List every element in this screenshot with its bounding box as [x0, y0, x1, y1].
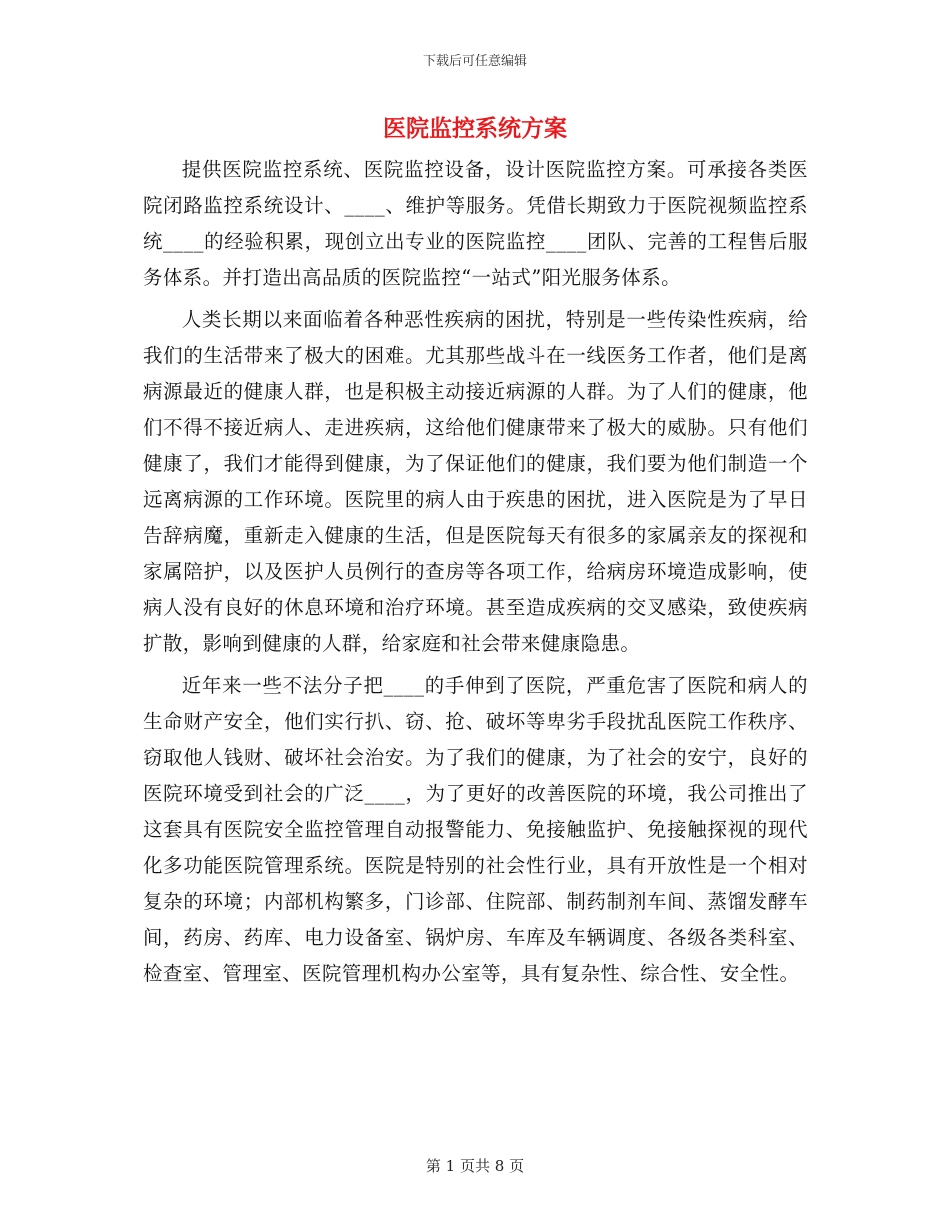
paragraph-security: 近年来一些不法分子把____的手伸到了医院，严重危害了医院和病人的生命财产安全，他们实行扒、窃、抢、破坏等卑劣手段扰乱医院工作秩序、窃取他人钱财、破坏社会治安。为了我们的健康，为了社会的安宁，良好的医院环境受到社会的广泛____，为了更好的改善医院的环境，我公司推出了这套具有医院安全监控管理自动报警能力、免接触监护、免接触探视的现代化多功能医院管理系统。医院是特别的社会性行业，具有开放性是一个相对复杂的环境；内部机构繁多，门诊部、住院部、制药制剂车间、蒸馏发酵车间，药房、药库、电力设备室、锅炉房、车库及车辆调度、各级各类科室、检查室、管理室、医院管理机构办公室等，具有复杂性、综合性、安全性。: [143, 674, 808, 985]
document-body: [143, 152, 808, 998]
page-number-footer: 第 1 页共 8 页: [425, 1157, 525, 1175]
paragraph-intro: 提供医院监控系统、医院监控设备，设计医院监控方案。可承接各类医院闭路监控系统设计、____、维护等服务。凭借长期致力于医院视频监控系统____的经验积累，现创立出专业的医院监控____团队、完善的工程售后服务体系。并打造出高品质的医院监控“一站式”阳光服务体系。: [143, 158, 808, 289]
page-header-note: 下载后可任意编辑: [422, 54, 527, 69]
document-title: 医院监控系统方案: [383, 115, 567, 142]
paragraph-health-risks: 人类长期以来面临着各种恶性疾病的困扰，特别是一些传染性疾病，给我们的生活带来了极大的困难。尤其那些战斗在一线医务工作者，他们是离病源最近的健康人群，也是积极主动接近病源的人群。为了人们的健康，他们不得不接近病人、走进疾病，这给他们健康带来了极大的威胁。只有他们健康了，我们才能得到健康，为了保证他们的健康，我们要为他们制造一个远离病源的工作环境。医院里的病人由于疾患的困扰，进入医院是为了早日告辞病魔，重新走入健康的生活，但是医院每天有很多的家属亲友的探视和家属陪护，以及医护人员例行的查房等各项工作，给病房环境造成影响，使病人没有良好的休息环境和治疗环境。甚至造成疾病的交叉感染，致使疾病扩散，影响到健康的人群，给家庭和社会带来健康隐患。: [143, 308, 808, 655]
